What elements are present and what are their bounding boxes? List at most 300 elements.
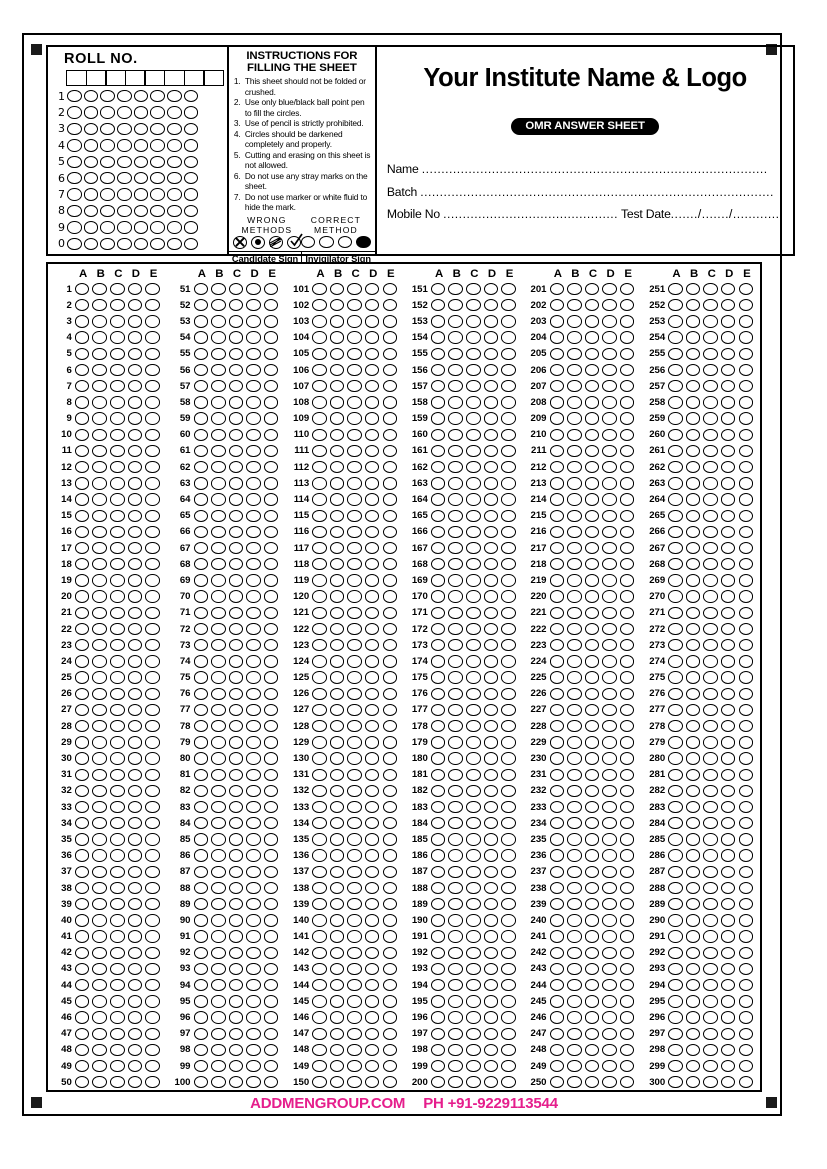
roll-bubble[interactable]: [84, 139, 99, 151]
answer-bubble-107-B[interactable]: [330, 380, 345, 392]
roll-bubble[interactable]: [117, 123, 132, 135]
roll-bubble[interactable]: [84, 221, 99, 233]
answer-bubble-183-C[interactable]: [466, 801, 481, 813]
answer-bubble-265-E[interactable]: [739, 510, 754, 522]
answer-bubble-6-B[interactable]: [92, 364, 107, 376]
answer-bubble-61-E[interactable]: [264, 445, 279, 457]
answer-bubble-17-D[interactable]: [128, 542, 143, 554]
answer-bubble-281-D[interactable]: [721, 769, 736, 781]
answer-bubble-201-C[interactable]: [585, 283, 600, 295]
answer-bubble-134-C[interactable]: [347, 817, 362, 829]
answer-bubble-264-E[interactable]: [739, 493, 754, 505]
answer-bubble-290-D[interactable]: [721, 914, 736, 926]
answer-bubble-291-D[interactable]: [721, 930, 736, 942]
answer-bubble-297-E[interactable]: [739, 1028, 754, 1040]
answer-bubble-175-A[interactable]: [431, 671, 446, 683]
answer-bubble-257-C[interactable]: [703, 380, 718, 392]
answer-bubble-20-C[interactable]: [110, 590, 125, 602]
answer-bubble-232-D[interactable]: [602, 785, 617, 797]
answer-bubble-196-B[interactable]: [448, 1011, 463, 1023]
answer-bubble-72-A[interactable]: [194, 623, 209, 635]
answer-bubble-180-B[interactable]: [448, 752, 463, 764]
answer-bubble-223-D[interactable]: [602, 639, 617, 651]
answer-bubble-198-A[interactable]: [431, 1044, 446, 1056]
answer-bubble-198-D[interactable]: [484, 1044, 499, 1056]
answer-bubble-4-D[interactable]: [128, 331, 143, 343]
answer-bubble-108-A[interactable]: [312, 396, 327, 408]
answer-bubble-57-D[interactable]: [246, 380, 261, 392]
answer-bubble-24-A[interactable]: [75, 655, 90, 667]
answer-bubble-22-B[interactable]: [92, 623, 107, 635]
answer-bubble-180-E[interactable]: [501, 752, 516, 764]
answer-bubble-279-D[interactable]: [721, 736, 736, 748]
answer-bubble-154-C[interactable]: [466, 331, 481, 343]
answer-bubble-55-C[interactable]: [229, 348, 244, 360]
answer-bubble-252-C[interactable]: [703, 299, 718, 311]
answer-bubble-100-B[interactable]: [211, 1076, 226, 1088]
answer-bubble-38-A[interactable]: [75, 882, 90, 894]
answer-bubble-240-B[interactable]: [567, 914, 582, 926]
answer-bubble-129-D[interactable]: [365, 736, 380, 748]
answer-bubble-100-A[interactable]: [194, 1076, 209, 1088]
roll-bubble[interactable]: [84, 205, 99, 217]
answer-bubble-101-C[interactable]: [347, 283, 362, 295]
answer-bubble-166-E[interactable]: [501, 526, 516, 538]
answer-bubble-211-B[interactable]: [567, 445, 582, 457]
answer-bubble-170-D[interactable]: [484, 590, 499, 602]
answer-bubble-235-D[interactable]: [602, 833, 617, 845]
answer-bubble-186-E[interactable]: [501, 849, 516, 861]
answer-bubble-205-B[interactable]: [567, 348, 582, 360]
answer-bubble-270-A[interactable]: [668, 590, 683, 602]
answer-bubble-219-C[interactable]: [585, 574, 600, 586]
answer-bubble-63-D[interactable]: [246, 477, 261, 489]
answer-bubble-229-E[interactable]: [620, 736, 635, 748]
answer-bubble-41-B[interactable]: [92, 930, 107, 942]
answer-bubble-52-D[interactable]: [246, 299, 261, 311]
answer-bubble-87-D[interactable]: [246, 866, 261, 878]
answer-bubble-94-E[interactable]: [264, 979, 279, 991]
answer-bubble-199-B[interactable]: [448, 1060, 463, 1072]
answer-bubble-159-B[interactable]: [448, 412, 463, 424]
answer-bubble-291-E[interactable]: [739, 930, 754, 942]
answer-bubble-238-D[interactable]: [602, 882, 617, 894]
answer-bubble-36-B[interactable]: [92, 849, 107, 861]
answer-bubble-196-A[interactable]: [431, 1011, 446, 1023]
answer-bubble-187-A[interactable]: [431, 866, 446, 878]
answer-bubble-255-D[interactable]: [721, 348, 736, 360]
answer-bubble-273-D[interactable]: [721, 639, 736, 651]
answer-bubble-228-C[interactable]: [585, 720, 600, 732]
answer-bubble-184-A[interactable]: [431, 817, 446, 829]
answer-bubble-124-D[interactable]: [365, 655, 380, 667]
answer-bubble-125-D[interactable]: [365, 671, 380, 683]
answer-bubble-189-A[interactable]: [431, 898, 446, 910]
answer-bubble-60-E[interactable]: [264, 429, 279, 441]
answer-bubble-192-B[interactable]: [448, 947, 463, 959]
answer-bubble-285-A[interactable]: [668, 833, 683, 845]
answer-bubble-3-E[interactable]: [145, 315, 160, 327]
answer-bubble-144-A[interactable]: [312, 979, 327, 991]
answer-bubble-6-D[interactable]: [128, 364, 143, 376]
answer-bubble-181-E[interactable]: [501, 769, 516, 781]
answer-bubble-116-B[interactable]: [330, 526, 345, 538]
answer-bubble-130-D[interactable]: [365, 752, 380, 764]
answer-bubble-33-E[interactable]: [145, 801, 160, 813]
answer-bubble-104-B[interactable]: [330, 331, 345, 343]
answer-bubble-28-E[interactable]: [145, 720, 160, 732]
answer-bubble-110-C[interactable]: [347, 429, 362, 441]
answer-bubble-256-D[interactable]: [721, 364, 736, 376]
answer-bubble-66-A[interactable]: [194, 526, 209, 538]
answer-bubble-275-D[interactable]: [721, 671, 736, 683]
answer-bubble-164-A[interactable]: [431, 493, 446, 505]
answer-bubble-267-E[interactable]: [739, 542, 754, 554]
answer-bubble-112-D[interactable]: [365, 461, 380, 473]
answer-bubble-48-C[interactable]: [110, 1044, 125, 1056]
answer-bubble-233-E[interactable]: [620, 801, 635, 813]
answer-bubble-48-E[interactable]: [145, 1044, 160, 1056]
answer-bubble-245-A[interactable]: [550, 995, 565, 1007]
answer-bubble-281-C[interactable]: [703, 769, 718, 781]
answer-bubble-10-D[interactable]: [128, 429, 143, 441]
answer-bubble-269-B[interactable]: [686, 574, 701, 586]
answer-bubble-70-E[interactable]: [264, 590, 279, 602]
answer-bubble-143-C[interactable]: [347, 963, 362, 975]
answer-bubble-61-C[interactable]: [229, 445, 244, 457]
roll-bubble[interactable]: [100, 139, 115, 151]
answer-bubble-136-E[interactable]: [383, 849, 398, 861]
answer-bubble-208-C[interactable]: [585, 396, 600, 408]
answer-bubble-2-D[interactable]: [128, 299, 143, 311]
answer-bubble-227-E[interactable]: [620, 704, 635, 716]
answer-bubble-257-D[interactable]: [721, 380, 736, 392]
answer-bubble-57-A[interactable]: [194, 380, 209, 392]
answer-bubble-40-A[interactable]: [75, 914, 90, 926]
answer-bubble-173-C[interactable]: [466, 639, 481, 651]
answer-bubble-141-E[interactable]: [383, 930, 398, 942]
answer-bubble-201-E[interactable]: [620, 283, 635, 295]
answer-bubble-61-A[interactable]: [194, 445, 209, 457]
roll-bubble[interactable]: [134, 106, 149, 118]
answer-bubble-85-D[interactable]: [246, 833, 261, 845]
answer-bubble-243-E[interactable]: [620, 963, 635, 975]
answer-bubble-96-A[interactable]: [194, 1011, 209, 1023]
answer-bubble-14-C[interactable]: [110, 493, 125, 505]
answer-bubble-102-B[interactable]: [330, 299, 345, 311]
answer-bubble-124-A[interactable]: [312, 655, 327, 667]
answer-bubble-37-E[interactable]: [145, 866, 160, 878]
answer-bubble-179-A[interactable]: [431, 736, 446, 748]
answer-bubble-57-E[interactable]: [264, 380, 279, 392]
answer-bubble-205-C[interactable]: [585, 348, 600, 360]
answer-bubble-23-E[interactable]: [145, 639, 160, 651]
answer-bubble-227-D[interactable]: [602, 704, 617, 716]
answer-bubble-138-E[interactable]: [383, 882, 398, 894]
roll-bubble[interactable]: [167, 188, 182, 200]
answer-bubble-123-B[interactable]: [330, 639, 345, 651]
answer-bubble-299-D[interactable]: [721, 1060, 736, 1072]
answer-bubble-46-E[interactable]: [145, 1011, 160, 1023]
answer-bubble-134-B[interactable]: [330, 817, 345, 829]
answer-bubble-7-E[interactable]: [145, 380, 160, 392]
answer-bubble-31-B[interactable]: [92, 769, 107, 781]
answer-bubble-150-A[interactable]: [312, 1076, 327, 1088]
answer-bubble-201-D[interactable]: [602, 283, 617, 295]
answer-bubble-245-E[interactable]: [620, 995, 635, 1007]
answer-bubble-4-C[interactable]: [110, 331, 125, 343]
roll-bubble[interactable]: [67, 172, 82, 184]
roll-bubble[interactable]: [117, 106, 132, 118]
answer-bubble-25-D[interactable]: [128, 671, 143, 683]
answer-bubble-237-A[interactable]: [550, 866, 565, 878]
answer-bubble-294-E[interactable]: [739, 979, 754, 991]
answer-bubble-4-A[interactable]: [75, 331, 90, 343]
answer-bubble-59-C[interactable]: [229, 412, 244, 424]
answer-bubble-191-A[interactable]: [431, 930, 446, 942]
answer-bubble-228-E[interactable]: [620, 720, 635, 732]
answer-bubble-298-D[interactable]: [721, 1044, 736, 1056]
answer-bubble-10-E[interactable]: [145, 429, 160, 441]
answer-bubble-228-D[interactable]: [602, 720, 617, 732]
answer-bubble-226-C[interactable]: [585, 688, 600, 700]
answer-bubble-160-A[interactable]: [431, 429, 446, 441]
roll-bubble[interactable]: [100, 238, 115, 250]
answer-bubble-87-E[interactable]: [264, 866, 279, 878]
answer-bubble-140-A[interactable]: [312, 914, 327, 926]
answer-bubble-109-D[interactable]: [365, 412, 380, 424]
roll-bubble[interactable]: [117, 139, 132, 151]
answer-bubble-198-B[interactable]: [448, 1044, 463, 1056]
answer-bubble-169-C[interactable]: [466, 574, 481, 586]
answer-bubble-79-E[interactable]: [264, 736, 279, 748]
answer-bubble-260-A[interactable]: [668, 429, 683, 441]
answer-bubble-35-A[interactable]: [75, 833, 90, 845]
answer-bubble-200-E[interactable]: [501, 1076, 516, 1088]
answer-bubble-165-A[interactable]: [431, 510, 446, 522]
answer-bubble-157-C[interactable]: [466, 380, 481, 392]
answer-bubble-121-A[interactable]: [312, 607, 327, 619]
answer-bubble-81-D[interactable]: [246, 769, 261, 781]
answer-bubble-14-B[interactable]: [92, 493, 107, 505]
answer-bubble-248-C[interactable]: [585, 1044, 600, 1056]
answer-bubble-282-A[interactable]: [668, 785, 683, 797]
answer-bubble-41-E[interactable]: [145, 930, 160, 942]
answer-bubble-238-E[interactable]: [620, 882, 635, 894]
answer-bubble-97-E[interactable]: [264, 1028, 279, 1040]
answer-bubble-66-D[interactable]: [246, 526, 261, 538]
answer-bubble-273-E[interactable]: [739, 639, 754, 651]
answer-bubble-255-E[interactable]: [739, 348, 754, 360]
answer-bubble-97-A[interactable]: [194, 1028, 209, 1040]
answer-bubble-241-B[interactable]: [567, 930, 582, 942]
answer-bubble-85-A[interactable]: [194, 833, 209, 845]
answer-bubble-12-A[interactable]: [75, 461, 90, 473]
answer-bubble-213-C[interactable]: [585, 477, 600, 489]
answer-bubble-130-B[interactable]: [330, 752, 345, 764]
answer-bubble-158-B[interactable]: [448, 396, 463, 408]
answer-bubble-152-B[interactable]: [448, 299, 463, 311]
answer-bubble-113-B[interactable]: [330, 477, 345, 489]
answer-bubble-190-A[interactable]: [431, 914, 446, 926]
answer-bubble-147-E[interactable]: [383, 1028, 398, 1040]
answer-bubble-40-D[interactable]: [128, 914, 143, 926]
answer-bubble-82-E[interactable]: [264, 785, 279, 797]
answer-bubble-37-A[interactable]: [75, 866, 90, 878]
answer-bubble-212-A[interactable]: [550, 461, 565, 473]
answer-bubble-155-A[interactable]: [431, 348, 446, 360]
answer-bubble-23-A[interactable]: [75, 639, 90, 651]
answer-bubble-88-A[interactable]: [194, 882, 209, 894]
answer-bubble-161-D[interactable]: [484, 445, 499, 457]
answer-bubble-235-A[interactable]: [550, 833, 565, 845]
answer-bubble-83-D[interactable]: [246, 801, 261, 813]
answer-bubble-300-E[interactable]: [739, 1076, 754, 1088]
answer-bubble-62-B[interactable]: [211, 461, 226, 473]
answer-bubble-177-D[interactable]: [484, 704, 499, 716]
answer-bubble-239-B[interactable]: [567, 898, 582, 910]
answer-bubble-105-A[interactable]: [312, 348, 327, 360]
answer-bubble-111-E[interactable]: [383, 445, 398, 457]
answer-bubble-18-A[interactable]: [75, 558, 90, 570]
answer-bubble-299-A[interactable]: [668, 1060, 683, 1072]
answer-bubble-15-C[interactable]: [110, 510, 125, 522]
answer-bubble-122-C[interactable]: [347, 623, 362, 635]
answer-bubble-143-E[interactable]: [383, 963, 398, 975]
answer-bubble-240-A[interactable]: [550, 914, 565, 926]
answer-bubble-223-E[interactable]: [620, 639, 635, 651]
answer-bubble-217-C[interactable]: [585, 542, 600, 554]
answer-bubble-48-D[interactable]: [128, 1044, 143, 1056]
answer-bubble-107-A[interactable]: [312, 380, 327, 392]
answer-bubble-239-C[interactable]: [585, 898, 600, 910]
answer-bubble-209-C[interactable]: [585, 412, 600, 424]
answer-bubble-253-E[interactable]: [739, 315, 754, 327]
roll-bubble[interactable]: [100, 106, 115, 118]
answer-bubble-139-D[interactable]: [365, 898, 380, 910]
answer-bubble-11-C[interactable]: [110, 445, 125, 457]
answer-bubble-183-E[interactable]: [501, 801, 516, 813]
answer-bubble-86-C[interactable]: [229, 849, 244, 861]
answer-bubble-227-A[interactable]: [550, 704, 565, 716]
answer-bubble-8-B[interactable]: [92, 396, 107, 408]
answer-bubble-73-C[interactable]: [229, 639, 244, 651]
answer-bubble-174-A[interactable]: [431, 655, 446, 667]
roll-number-bubble-grid[interactable]: [52, 88, 223, 252]
roll-bubble[interactable]: [134, 139, 149, 151]
answer-bubble-266-C[interactable]: [703, 526, 718, 538]
answer-bubble-165-B[interactable]: [448, 510, 463, 522]
answer-bubble-289-D[interactable]: [721, 898, 736, 910]
answer-bubble-123-E[interactable]: [383, 639, 398, 651]
answer-bubble-146-A[interactable]: [312, 1011, 327, 1023]
answer-bubble-188-D[interactable]: [484, 882, 499, 894]
roll-bubble[interactable]: [84, 188, 99, 200]
answer-bubble-127-D[interactable]: [365, 704, 380, 716]
answer-bubble-92-E[interactable]: [264, 947, 279, 959]
answer-bubble-50-B[interactable]: [92, 1076, 107, 1088]
answer-bubble-278-D[interactable]: [721, 720, 736, 732]
answer-bubble-153-C[interactable]: [466, 315, 481, 327]
answer-bubble-86-D[interactable]: [246, 849, 261, 861]
answer-bubble-86-A[interactable]: [194, 849, 209, 861]
answer-bubble-186-C[interactable]: [466, 849, 481, 861]
answer-bubble-27-D[interactable]: [128, 704, 143, 716]
answer-bubble-79-A[interactable]: [194, 736, 209, 748]
answer-bubble-203-E[interactable]: [620, 315, 635, 327]
answer-bubble-64-E[interactable]: [264, 493, 279, 505]
answer-bubble-117-D[interactable]: [365, 542, 380, 554]
answer-bubble-256-B[interactable]: [686, 364, 701, 376]
answer-bubble-268-E[interactable]: [739, 558, 754, 570]
answer-bubble-30-A[interactable]: [75, 752, 90, 764]
answer-bubble-28-C[interactable]: [110, 720, 125, 732]
answer-bubble-1-D[interactable]: [128, 283, 143, 295]
answer-bubble-80-D[interactable]: [246, 752, 261, 764]
answer-bubble-162-E[interactable]: [501, 461, 516, 473]
answer-bubble-182-B[interactable]: [448, 785, 463, 797]
answer-bubble-185-C[interactable]: [466, 833, 481, 845]
roll-number-write-in-boxes[interactable]: [66, 70, 223, 86]
answer-bubble-108-E[interactable]: [383, 396, 398, 408]
answer-bubble-280-E[interactable]: [739, 752, 754, 764]
answer-bubble-257-B[interactable]: [686, 380, 701, 392]
answer-bubble-113-A[interactable]: [312, 477, 327, 489]
answer-bubble-159-D[interactable]: [484, 412, 499, 424]
answer-bubble-28-D[interactable]: [128, 720, 143, 732]
answer-bubble-116-C[interactable]: [347, 526, 362, 538]
answer-bubble-47-B[interactable]: [92, 1028, 107, 1040]
answer-bubble-244-B[interactable]: [567, 979, 582, 991]
answer-bubble-37-B[interactable]: [92, 866, 107, 878]
answer-bubble-171-C[interactable]: [466, 607, 481, 619]
answer-bubble-73-E[interactable]: [264, 639, 279, 651]
answer-bubble-293-D[interactable]: [721, 963, 736, 975]
answer-bubble-200-D[interactable]: [484, 1076, 499, 1088]
roll-bubble[interactable]: [84, 106, 99, 118]
answer-bubble-29-B[interactable]: [92, 736, 107, 748]
answer-bubble-198-E[interactable]: [501, 1044, 516, 1056]
answer-bubble-72-C[interactable]: [229, 623, 244, 635]
answer-bubble-70-C[interactable]: [229, 590, 244, 602]
footer-website[interactable]: ADDMENGROUP.COM: [250, 1095, 406, 1112]
answer-bubble-161-C[interactable]: [466, 445, 481, 457]
answer-bubble-13-D[interactable]: [128, 477, 143, 489]
answer-bubble-296-D[interactable]: [721, 1011, 736, 1023]
answer-bubble-11-A[interactable]: [75, 445, 90, 457]
answer-bubble-95-C[interactable]: [229, 995, 244, 1007]
answer-bubble-247-E[interactable]: [620, 1028, 635, 1040]
answer-bubble-34-D[interactable]: [128, 817, 143, 829]
answer-bubble-58-E[interactable]: [264, 396, 279, 408]
answer-bubble-180-C[interactable]: [466, 752, 481, 764]
answer-bubble-45-B[interactable]: [92, 995, 107, 1007]
answer-bubble-114-D[interactable]: [365, 493, 380, 505]
answer-bubble-262-A[interactable]: [668, 461, 683, 473]
answer-bubble-263-B[interactable]: [686, 477, 701, 489]
answer-bubble-300-D[interactable]: [721, 1076, 736, 1088]
answer-bubble-89-D[interactable]: [246, 898, 261, 910]
answer-bubble-253-A[interactable]: [668, 315, 683, 327]
answer-bubble-210-A[interactable]: [550, 429, 565, 441]
answer-bubble-292-A[interactable]: [668, 947, 683, 959]
answer-bubble-1-B[interactable]: [92, 283, 107, 295]
answer-bubble-215-C[interactable]: [585, 510, 600, 522]
answer-bubble-291-B[interactable]: [686, 930, 701, 942]
answer-bubble-59-E[interactable]: [264, 412, 279, 424]
answer-bubble-11-E[interactable]: [145, 445, 160, 457]
answer-bubble-192-E[interactable]: [501, 947, 516, 959]
